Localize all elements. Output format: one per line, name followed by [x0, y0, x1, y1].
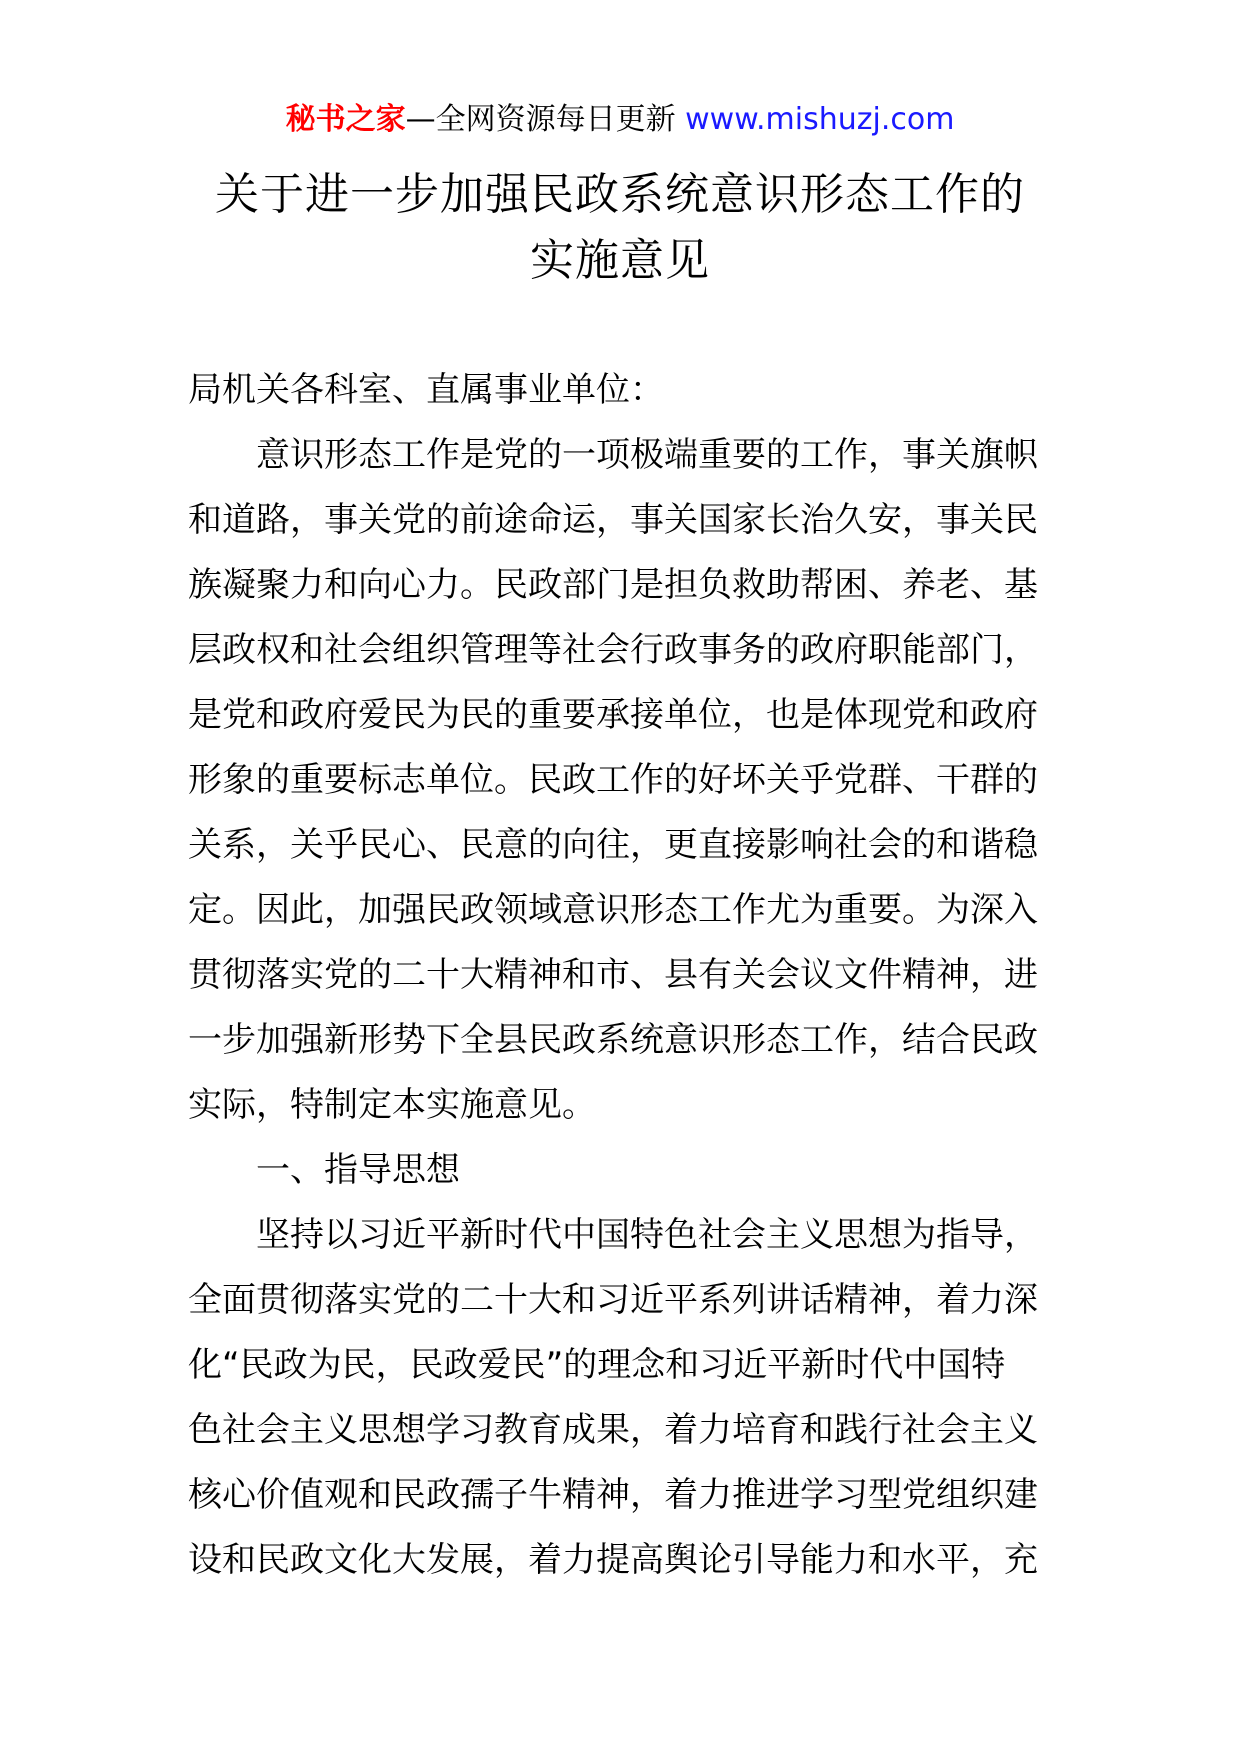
paragraph-line: 定。因此，加强民政领域意识形态工作尤为重要。为深入 [188, 890, 1038, 930]
paragraph-line: 贯彻落实党的二十大精神和市、县有关会议文件精神，进 [188, 955, 1038, 995]
section-heading: 一、指导思想 [256, 1150, 460, 1190]
banner-brand: 秘书之家 [285, 102, 406, 137]
title-line-2: 实施意见 [530, 235, 710, 286]
paragraph-line: 意识形态工作是党的一项极端重要的工作，事关旗帜 [256, 435, 1038, 475]
paragraph-line: 坚持以习近平新时代中国特色社会主义思想为指导， [256, 1215, 1038, 1255]
paragraph-line: 和道路，事关党的前途命运，事关国家长治久安，事关民 [188, 500, 1038, 540]
paragraph-line: 关系，关乎民心、民意的向往，更直接影响社会的和谐稳 [188, 825, 1038, 865]
paragraph-guiding-thought [188, 1203, 1052, 1593]
title-line-1: 关于进一步加强民政系统意识形态工作的 [215, 169, 1025, 220]
banner-url-link[interactable]: www.mishuzj.com [685, 102, 955, 137]
banner-slogan: —全网资源每日更新 [405, 102, 676, 137]
paragraph-line: 核心价值观和民政孺子牛精神，着力推进学习型党组织建 [188, 1475, 1038, 1515]
paragraph-line: 族凝聚力和向心力。民政部门是担负救助帮困、养老、基 [188, 565, 1038, 605]
document-body [188, 358, 1052, 1593]
site-banner [0, 100, 1240, 140]
paragraph-line: 是党和政府爱民为民的重要承接单位，也是体现党和政府 [188, 695, 1038, 735]
paragraph-line: 色社会主义思想学习教育成果，着力培育和践行社会主义 [188, 1410, 1038, 1450]
paragraph-line: 全面贯彻落实党的二十大和习近平系列讲话精神，着力深 [188, 1280, 1038, 1320]
paragraph-line: 层政权和社会组织管理等社会行政事务的政府职能部门， [188, 630, 1038, 670]
paragraph-line: 一步加强新形势下全县民政系统意识形态工作，结合民政 [188, 1020, 1038, 1060]
paragraph-line: 形象的重要标志单位。民政工作的好坏关乎党群、干群的 [188, 760, 1038, 800]
addressee: 局机关各科室、直属事业单位： [188, 370, 664, 410]
paragraph-intro [188, 423, 1052, 1138]
paragraph-line: 设和民政文化大发展，着力提高舆论引导能力和水平，充 [188, 1540, 1038, 1580]
paragraph-line: 实际，特制定本实施意见。 [188, 1085, 596, 1125]
paragraph-line: 化“民政为民，民政爱民”的理念和习近平新时代中国特 [188, 1345, 1006, 1385]
document-title [0, 162, 1240, 294]
